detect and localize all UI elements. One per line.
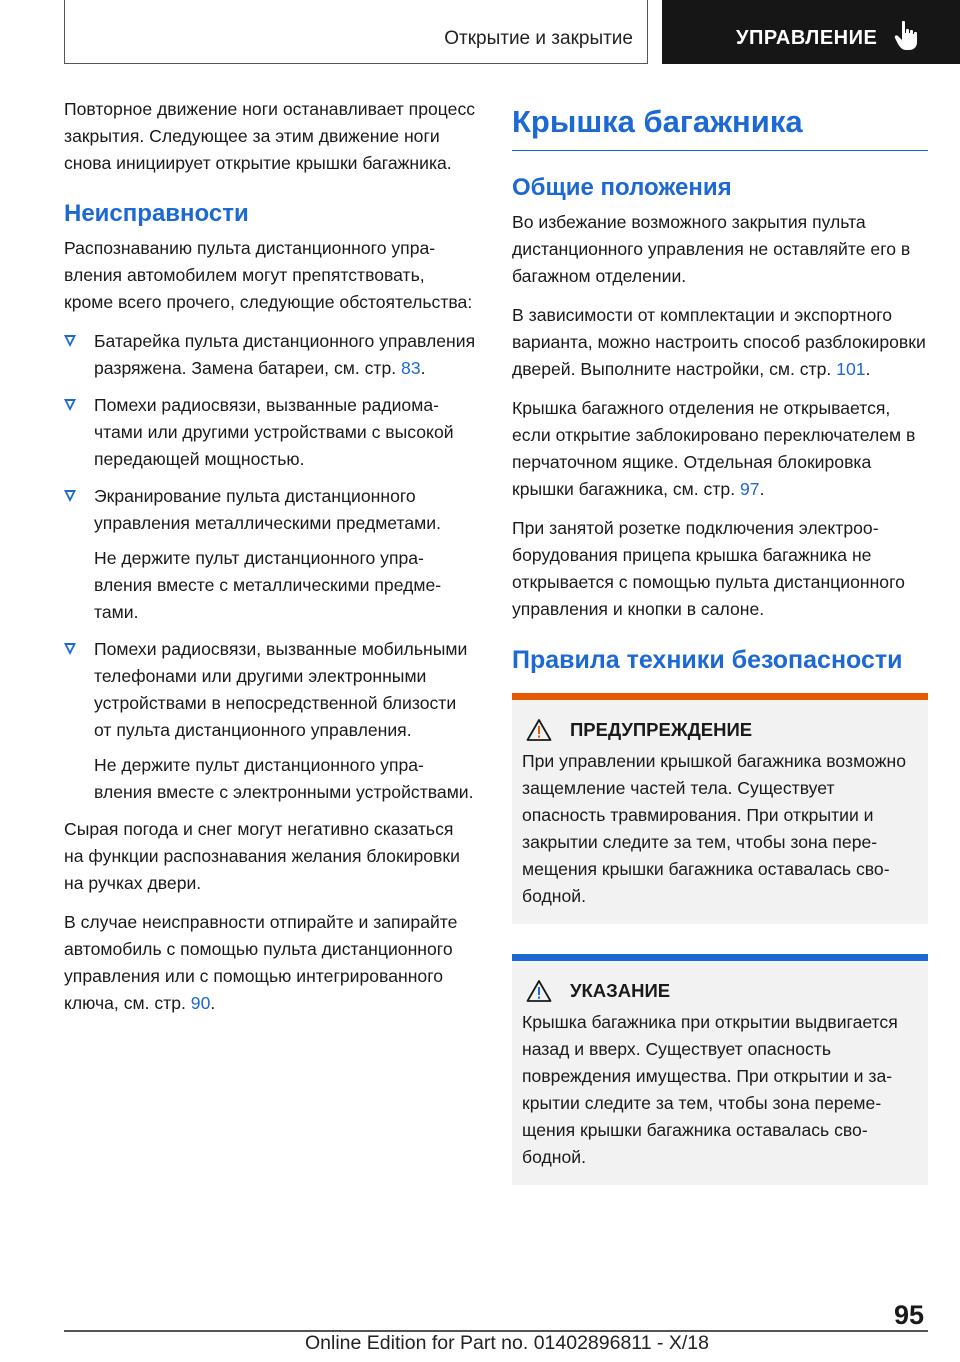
general-paragraph-3: Крышка багажного отделения не открывается, если открытие заблокировано переключателем в перчаточном ящике. Отдельная блокировка крышки багажника, см. стр. 97. [512, 398, 916, 499]
general-paragraph-4: При занятой розетке подключения электрооборудования прицепа крышка багажника не открывается с помощью пульта дистанционного управления и кнопки в салоне. [512, 518, 905, 619]
bullet-triangle-icon [64, 335, 76, 347]
bullet-triangle-icon [64, 399, 76, 411]
page-link[interactable]: 101 [836, 359, 866, 379]
page-number: 95 [894, 1300, 925, 1330]
page-link[interactable]: 90 [190, 993, 211, 1013]
page-link[interactable]: 83 [401, 358, 421, 378]
header-section-box [64, 0, 648, 64]
faults-paragraph: Распознаванию пульта дистанционного управления автомобилем могут препятствовать, кроме всего прочего, следующие обстоятельства: [64, 238, 473, 312]
bullet-triangle-icon [64, 643, 76, 655]
warning-text: При управлении крышкой багажника возможно защемление частей тела. Существует опасность травмирования. При открытии и закрытии следите за тем, чтобы зона перемещения крышки багажника оставалась свободной. [522, 751, 907, 906]
page-title: Крышка багажника [512, 100, 928, 151]
intro-paragraph: Повторное движение ноги останавливает процесс закрытия. Следующее за этим движение ноги снова инициирует открытие крышки багажника. [64, 99, 476, 173]
faults-list [64, 328, 476, 806]
caution-title: УКАЗАНИЕ [570, 980, 671, 1001]
list-item-text: Батарейка пульта дистанционного управления разряжена. Замена батареи, см. стр. 83. [94, 331, 476, 378]
faults-heading: Неисправности [64, 200, 249, 227]
left-column [64, 96, 476, 1029]
list-item-text: Помехи радиосвязи, вызванные мобильными телефонами или другими электронными устройствами в непосредственной близости от пульта дистанционного управления. [94, 639, 468, 740]
weather-paragraph: Сырая погода и снег могут негативно сказаться на функции распознавания желания блокировки на ручках двери. [64, 819, 460, 893]
chapter-tab [662, 0, 960, 64]
bullet-triangle-icon [64, 490, 76, 502]
chapter-title: УПРАВЛЕНИЕ [736, 27, 878, 49]
safety-heading: Правила техники безопасности [512, 646, 903, 674]
footer-edition: Online Edition for Part no. 01402896811 - X/18 [305, 1332, 709, 1354]
section-title: Открытие и закрытие [444, 28, 633, 49]
list-item-text: Экранирование пульта дистанционного управления металлическими предметами. [94, 486, 441, 533]
right-column [512, 96, 928, 1185]
hand-pointer-icon [894, 20, 920, 52]
warning-box [512, 693, 928, 924]
list-item-subtext: Не держите пульт дистанционного управления вместе с металлическими предметами. [94, 548, 442, 622]
list-item-subtext: Не держите пульт дистанционного управления вместе с электронными устройствами. [94, 755, 474, 802]
fault-paragraph: В случае неисправности отпирайте и запирайте автомобиль с помощью пульта дистанционного управления или с помощью интегрированного ключа, см. стр. 90. [64, 912, 458, 1013]
list-item-text: Помехи радиосвязи, вызванные радиомачтами или другими устройствами с высокой передающей мощностью. [94, 395, 454, 469]
caution-box [512, 954, 928, 1185]
page-link[interactable]: 97 [739, 479, 760, 499]
warning-title: ПРЕДУПРЕЖДЕНИЕ [570, 719, 753, 740]
list-item [64, 328, 476, 382]
list-item [64, 392, 476, 473]
warning-triangle-icon [526, 979, 552, 1003]
list-item [64, 636, 476, 806]
warning-triangle-icon [526, 718, 552, 742]
list-item [64, 483, 476, 626]
general-paragraph-2: В зависимости от комплектации и экспортного варианта, можно настроить способ разблокировки дверей. Выполните настройки, см. стр. 101. [512, 305, 926, 379]
caution-text: Крышка багажника при открытии выдвигается назад и вверх. Существует опасность повреждения имущества. При открытии и закрытии следите за тем, чтобы зона перемещения крышки багажника оставалась свободной. [522, 1012, 898, 1167]
general-paragraph-1: Во избежание возможного закрытия пульта дистанционного управления не оставляйте его в багажном отделении. [512, 212, 911, 286]
general-heading: Общие положения [512, 174, 732, 201]
